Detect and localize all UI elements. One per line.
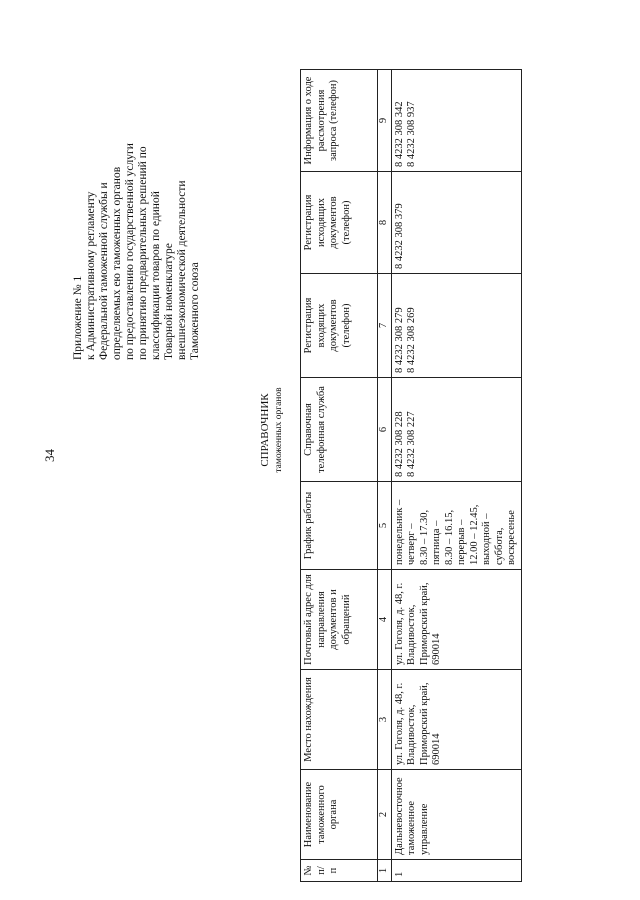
- page-number: 34: [42, 449, 57, 462]
- appendix-line: Федеральной таможенной службы и: [98, 182, 110, 360]
- appendix-line: Приложение № 1: [72, 275, 84, 360]
- row-out-phone: [391, 172, 521, 274]
- schedule-line: перерыв –: [456, 519, 467, 565]
- column-number: 7: [378, 274, 392, 378]
- schedule-line: пятница –: [431, 520, 442, 565]
- header-help-phone: Справочная телефонная служба: [301, 378, 378, 482]
- schedule-line: 8.30 – 17.30,: [418, 509, 430, 565]
- phone-number: 8 4232 308 342: [393, 101, 405, 167]
- column-number: 2: [378, 770, 392, 860]
- header-out-phone: Регистрация исходящих документов (телефон): [301, 172, 378, 274]
- row-num: 1: [391, 860, 521, 882]
- header-schedule: График работы: [301, 482, 378, 570]
- document-title-block: [258, 330, 286, 530]
- appendix-line: к Административному регламенту: [85, 191, 97, 360]
- column-number: 6: [378, 378, 392, 482]
- appendix-line: Таможенного союза: [189, 262, 201, 360]
- row-name: Дальневосточное таможенное управление: [391, 770, 521, 860]
- row-help-phone: [391, 378, 521, 482]
- schedule-line: четверг –: [406, 523, 417, 565]
- row-schedule: [391, 482, 521, 570]
- schedule-line: суббота,: [493, 527, 505, 565]
- phone-number: 8 4232 308 269: [406, 307, 417, 373]
- customs-registry-table: [300, 69, 522, 882]
- schedule-line: воскресенье: [506, 510, 517, 565]
- document-subtitle: таможенных органов: [274, 387, 284, 473]
- header-num: № п/п: [301, 860, 378, 882]
- table-header-row: [301, 70, 378, 882]
- column-number: 9: [378, 70, 392, 172]
- row-in-phone: [391, 274, 521, 378]
- schedule-line: выходной –: [481, 513, 492, 565]
- appendix-block: [72, 40, 202, 360]
- column-number: 4: [378, 570, 392, 670]
- row-postal: ул. Гоголя, д. 48, г. Владивосток, Приморский край, 690014: [391, 570, 521, 670]
- appendix-line: внешнеэкономической деятельности: [176, 180, 188, 360]
- appendix-line: по предоставлению государственной услуги: [124, 143, 136, 360]
- column-number-row: [378, 70, 392, 882]
- phone-number: 8 4232 308 227: [406, 411, 417, 477]
- appendix-line: по принятию предварительных решений по: [137, 146, 149, 360]
- column-number: 3: [378, 670, 392, 770]
- phone-number: 8 4232 308 937: [406, 101, 417, 167]
- column-number: 1: [378, 860, 392, 882]
- header-location: Место нахождения: [301, 670, 378, 770]
- appendix-line: классификации товаров по единой: [150, 191, 162, 360]
- schedule-line: понедельник –: [393, 499, 405, 565]
- phone-number: 8 4232 308 279: [393, 307, 405, 373]
- column-number: 8: [378, 172, 392, 274]
- row-location: ул. Гоголя, д. 48, г. Владивосток, Приморский край, 690014: [391, 670, 521, 770]
- document-title: СПРАВОЧНИК: [259, 393, 271, 467]
- header-name: Наименование таможенного органа: [301, 770, 378, 860]
- appendix-line: Товарной номенклатуре: [163, 243, 175, 360]
- header-info-phone: Информация о ходе рассмотрения запроса (телефон): [301, 70, 378, 172]
- header-postal: Почтовый адрес для направления документов и обращений: [301, 570, 378, 670]
- phone-number: 8 4232 308 228: [393, 411, 405, 477]
- header-in-phone: Регистрация входящих документов (телефон): [301, 274, 378, 378]
- appendix-line: определяемых ею таможенных органов: [111, 166, 123, 360]
- row-info-phone: [391, 70, 521, 172]
- table-row: [391, 70, 521, 882]
- schedule-line: 12.00 – 12.45,: [468, 504, 480, 565]
- phone-number: 8 4232 308 379: [393, 203, 405, 269]
- column-number: 5: [378, 482, 392, 570]
- schedule-line: 8.30 – 16.15,: [443, 509, 455, 565]
